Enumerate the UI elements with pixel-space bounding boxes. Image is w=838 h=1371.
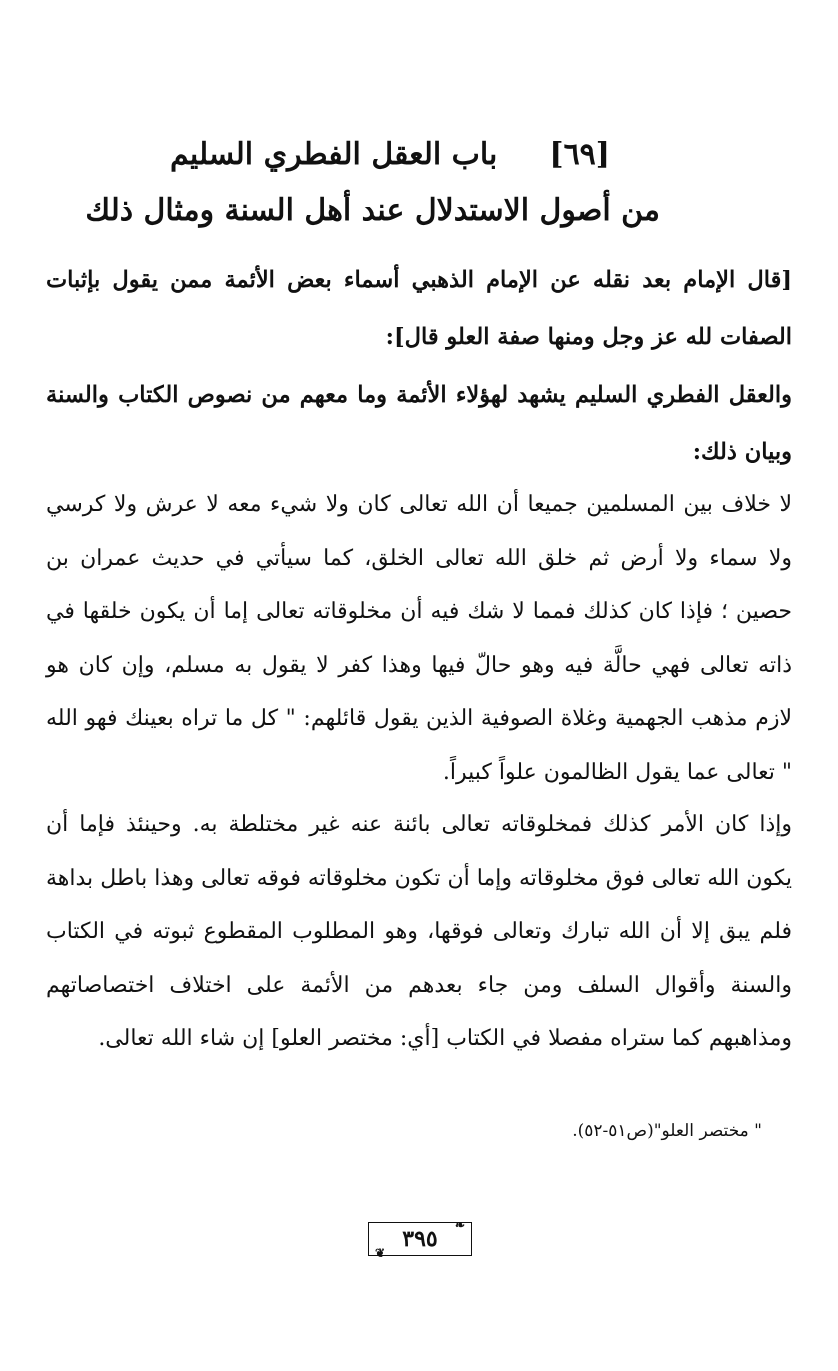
chapter-subtitle: من أصول الاستدلال عند أهل السنة ومثال ذلك	[85, 193, 660, 228]
chapter-number: [٦٩]	[549, 137, 610, 172]
footnote-reference: " مختصر العلو"(ص٥١-٥٢).	[572, 1121, 762, 1141]
ornament-icon: ❦	[375, 1246, 386, 1260]
intro-paragraph: [قال الإمام بعد نقله عن الإمام الذهبي أسماء بعض الأئمة ممن يقول بإثبات الصفات لله عز وجل ومنها صفة العلو قال]:	[46, 267, 792, 350]
statement-paragraph: والعقل الفطري السليم يشهد لهؤلاء الأئمة وما معهم من نصوص الكتاب والسنة وبيان ذلك:	[46, 382, 792, 465]
body-paragraph-1: لا خلاف بين المسلمين جميعا أن الله تعالى كان ولا شيء معه لا عرش ولا كرسي ولا سماء ولا أرض ثم خلق الله تعالى الخلق، كما سيأتي في حديث عمران بن حصين ؛ فإذا كان كذلك فمما لا شك فيه أن مخلوقاته تعالى إما أن يكون خلقها في ذاته تعالى فهي حالَّة فيه وهو حالّ فيها وهذا كفر لا يقول به مسلم، وإن كان هو لازم مذهب الجهمية وغلاة الصوفية الذين يقول قائلهم: " كل ما تراه بعينك فهو الله " تعالى عما يقول الظالمون علواً كبيراً.	[46, 492, 792, 785]
chapter-heading	[150, 132, 610, 178]
body-paragraph-2: وإذا كان الأمر كذلك فمخلوقاته تعالى بائنة عنه غير مختلطة به. وحينئذ فإما أن يكون الله تعالى فوق مخلوقاته وإما أن تكون مخلوقاته فوقه تعالى وهذا باطل بداهة فلم يبق إلا أن الله تبارك وتعالى فوقها، وهو المطلوب المقطوع ثبوته في الكتاب والسنة وأقوال السلف ومن جاء بعدهم من الأئمة على اختلاف اختصاصاتهم ومذاهبهم كما ستراه مفصلا في الكتاب [أي: مختصر العلو] إن شاء الله تعالى.	[46, 812, 792, 1051]
chapter-title: باب العقل الفطري السليم	[169, 137, 498, 172]
page-number: ٣٩٥	[402, 1226, 438, 1252]
ornament-icon: ❧	[454, 1218, 465, 1232]
page-number-frame	[368, 1218, 472, 1260]
